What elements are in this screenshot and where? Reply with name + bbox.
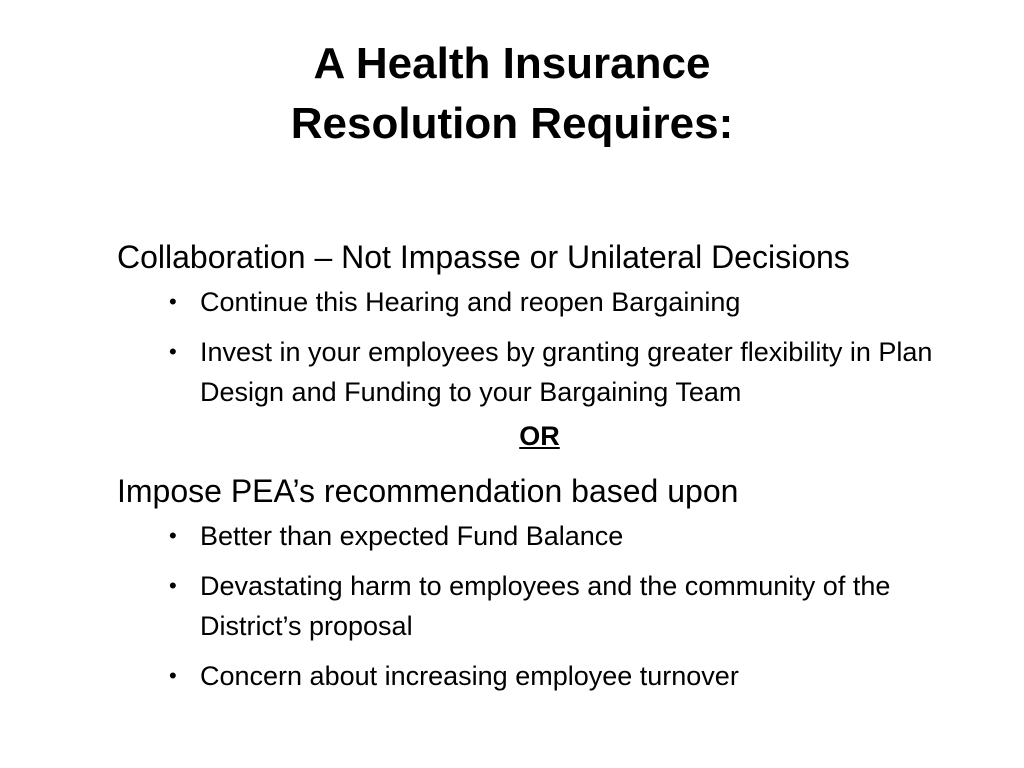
bullet-item [117, 566, 960, 646]
bullet-item [117, 656, 960, 696]
bullet-item [117, 282, 960, 322]
slide-body [117, 232, 977, 706]
title-line-1: A Health Insurance [313, 39, 711, 88]
bullet-icon: • [169, 573, 177, 598]
bullet-icon: • [169, 523, 177, 548]
impose-bullet-list [117, 516, 977, 696]
bullet-item [117, 332, 960, 412]
title-line-2: Resolution Requires: [290, 99, 734, 148]
or-separator: OR [519, 421, 560, 451]
bullet-text: Better than expected Fund Balance [200, 521, 624, 551]
collaboration-bullet-list [117, 282, 977, 412]
bullet-text: Concern about increasing employee turnover [200, 661, 739, 691]
bullet-icon: • [169, 289, 177, 314]
slide-title [0, 34, 1024, 154]
bullet-icon: • [169, 663, 177, 688]
bullet-text: Devastating harm to employees and the community of the District’s proposal [200, 571, 891, 641]
section-heading-impose: Impose PEA’s recommendation based upon [117, 473, 739, 509]
section-heading-collaboration: Collaboration – Not Impasse or Unilateral Decisions [117, 239, 850, 275]
bullet-item [117, 516, 960, 556]
bullet-icon: • [169, 339, 177, 364]
bullet-text: Continue this Hearing and reopen Bargaining [200, 287, 741, 317]
bullet-text: Invest in your employees by granting greater flexibility in Plan Design and Funding to your Bargaining Team [200, 337, 933, 407]
